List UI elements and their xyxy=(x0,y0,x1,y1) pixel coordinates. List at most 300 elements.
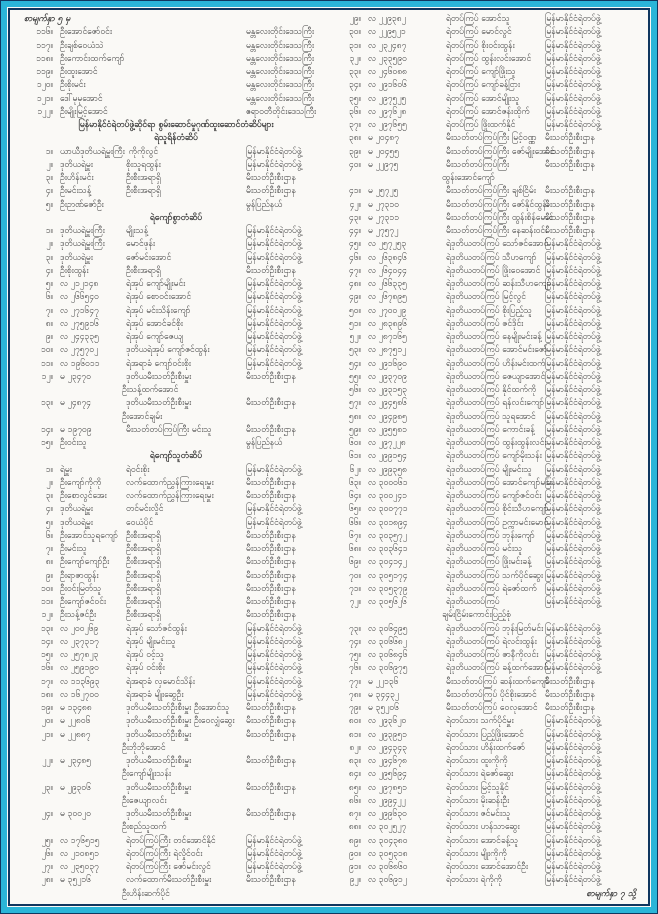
list-row xyxy=(338,742,642,755)
entry-number: ၈၀။ xyxy=(348,716,361,727)
entry-name-continued: ဦးဘိုဘိုအောင် xyxy=(122,742,166,753)
list-row xyxy=(24,477,328,490)
entry-serial-or-rank: လ ၂၈၇၅၁၂ xyxy=(368,345,407,356)
entry-number: ၁၂။ xyxy=(41,610,53,621)
list-row xyxy=(338,517,642,530)
entry-organization: မြန်မာနိုင်ငံရဲတပ်ဖွဲ့ xyxy=(545,742,601,753)
entry-serial-or-rank: မ ၂၂၈၀၆ xyxy=(60,716,91,727)
entry-organization: မြန်မာနိုင်ငံရဲတပ်ဖွဲ့ xyxy=(545,292,601,303)
entry-name: ကိုကိုလွင် xyxy=(128,146,159,157)
list-row xyxy=(338,530,642,543)
entry-number: ၁၄။ xyxy=(40,424,53,435)
entry-name: ရဲတပ်ကြပ်ကြီး ဇော်မင်းလွင် xyxy=(126,862,211,872)
entry-organization: မြန်မာနိုင်ငံရဲတပ်ဖွဲ့ xyxy=(246,318,302,329)
list-row xyxy=(24,861,328,874)
entry-name: ရဲအုပ် စောဝင်းအောင် xyxy=(126,292,192,303)
entry-organization: မြန်မာနိုင်ငံရဲတပ်ဖွဲ့ xyxy=(246,517,302,528)
entry-organization: မြန်မာနိုင်ငံရဲတပ်ဖွဲ့ xyxy=(545,332,601,342)
entry-serial-or-rank: လ ၂၉၇၆၅၅ xyxy=(368,120,407,130)
entry-name: ဒုတိယမီးသတ်ဦးစီးမှူး xyxy=(126,782,192,793)
entry-serial-or-rank: လ ၂၆၃၈၄၆ xyxy=(368,252,407,263)
list-row xyxy=(338,715,642,728)
entry-name: ရဲတပ်ကြပ် အောင်ဇန်းထိုက် xyxy=(446,106,530,117)
entry-number: ၅၉။ xyxy=(348,424,361,435)
entry-number: ၄၇။ xyxy=(348,265,361,276)
entry-serial-or-rank: လ ၂၃၂၄၈၇ xyxy=(368,40,407,51)
entry-number: ၇၇။ xyxy=(348,676,361,687)
entry-name: ရဲအုပ် အောင်ခင်စိုး xyxy=(126,318,183,329)
entry-organization: မီးသတ်ဦးစီးဌာန xyxy=(246,398,296,409)
entry-number: ၉။ xyxy=(45,332,53,342)
list-row xyxy=(338,782,642,795)
entry-organization: မီးသတ်ဦးစီးဌာန xyxy=(545,159,595,170)
entry-number: ၁၆။ xyxy=(40,663,53,674)
entry-organization: မန္တလေးတိုင်းဒေသကြီး xyxy=(246,53,314,64)
list-row xyxy=(24,305,328,318)
entry-name: မောင်ဖုန်း xyxy=(126,239,156,250)
entry-serial-or-rank: လ ၃၀၆၄၉၅ xyxy=(368,623,408,634)
entry-name: ရဲတပ်ကြပ်ကြီး ရဲလှိုင်ဝင်း xyxy=(126,848,203,859)
list-row xyxy=(24,437,328,450)
entry-name: ရဲဒုတိယတပ်ကြပ် xyxy=(446,597,500,607)
list-row xyxy=(24,146,328,159)
entry-serial-or-rank: လ ၂၉၄၉၈၅ xyxy=(368,411,407,422)
list-row xyxy=(338,40,642,53)
entry-name: မျိုးသန့် xyxy=(126,226,149,236)
entry-number: ၃။ xyxy=(45,173,53,183)
entry-organization: မီးသတ်ဦးစီးဌာန xyxy=(246,530,296,541)
entry-serial-or-rank: လ ၂၃၇၃၁၇ xyxy=(60,636,99,647)
entry-number: ၈။ xyxy=(45,557,53,568)
entry-serial-or-rank: လ ၃၀၀၀၆၁ xyxy=(368,477,408,488)
entry-number: ၇၉။ xyxy=(348,703,361,713)
entry-name: ဦးစီးအရာရှိ xyxy=(126,173,161,183)
list-row xyxy=(338,106,642,119)
entry-number: ၁၈။ xyxy=(40,689,53,700)
entry-organization: မန္တလေးတိုင်းဒေသကြီး xyxy=(246,80,314,91)
entry-number: ၆။ xyxy=(45,292,53,303)
entry-serial-or-rank: ဦးရာဇာထွန်း xyxy=(60,570,99,581)
entry-organization: မီးသတ်ဦးစီးဌာန xyxy=(545,212,595,223)
entry-number: ၇၁။ xyxy=(348,583,361,594)
entry-serial-or-rank: လ ၂၈၃၈၉၆ xyxy=(368,318,407,329)
entry-serial-or-rank: လ ၂၆၄၀၄၄ xyxy=(368,265,407,276)
entry-organization: မြန်မာနိုင်ငံရဲတပ်ဖွဲ့ xyxy=(246,464,302,475)
entry-organization: မီးသတ်ဦးစီးဌာန xyxy=(545,703,595,713)
entry-number: ၄၂။ xyxy=(349,199,361,210)
entry-number: ၈၈။ xyxy=(348,822,361,833)
entry-organization: မြန်မာနိုင်ငံရဲတပ်ဖွဲ့ xyxy=(246,504,302,515)
entry-name: ရဲဒုတိယတပ်ကြပ် စိုင်းသီဟကျော် xyxy=(446,504,549,515)
entry-name: ရဲဒုတိယတပ်ကြပ် ရဲလင်းထွန်း xyxy=(446,636,537,647)
entry-name: ရဲတပ်သား ရဲကိုကို xyxy=(446,875,503,886)
entry-number: ၂၅။ xyxy=(41,835,53,846)
entry-organization: မြန်မာနိုင်ငံရဲတပ်ဖွဲ့ xyxy=(545,491,601,501)
list-row xyxy=(338,318,642,331)
list-row xyxy=(24,530,328,543)
medal-section-title: ရဲကျော်သူတံဆိပ် xyxy=(149,451,203,462)
entry-name: ရဲတပ်သား သက်ပိုင်မှူး xyxy=(446,716,514,727)
entry-name: ရဲဒုတိယတပ်ကြပ် ဘုန်းကျော် xyxy=(446,530,535,541)
entry-serial-or-rank: လ ၂၂၉၅၂၁ xyxy=(368,27,406,38)
entry-organization: မီးသတ်ဦးစီးဌာန xyxy=(246,424,296,435)
entry-serial-or-rank: လ ၂၁၀၈၅၁ xyxy=(60,848,99,859)
entry-number: ၆၄။ xyxy=(348,491,361,501)
entry-serial-or-rank: ဦးအောင်သူရကျော် xyxy=(60,530,119,541)
entry-number: ၃၁။ xyxy=(348,40,361,51)
entry-number: ၂၂။ xyxy=(42,756,53,766)
entry-number: ၈၉။ xyxy=(348,835,361,846)
entry-organization: မီးသတ်ဦးစီးဌာန xyxy=(545,689,595,700)
entry-number: ၂၃။ xyxy=(41,782,53,793)
list-row xyxy=(338,795,642,808)
entry-organization: မြန်မာနိုင်ငံရဲတပ်ဖွဲ့ xyxy=(545,345,601,356)
entry-name-continued: ချမ်းငြိမ်းကောင်းပြည့်စုံ xyxy=(442,610,511,621)
entry-number: ၄၄။ xyxy=(348,226,361,236)
entry-serial-or-rank: လ ၃၀၅၃၇၉ xyxy=(368,583,408,594)
entry-organization: မီးသတ်ဦးစီးဌာန xyxy=(246,371,296,382)
entry-serial-or-rank: မ ၂၀၄၈၇ xyxy=(368,133,399,144)
entry-organization: မြန်မာနိုင်ငံရဲတပ်ဖွဲ့ xyxy=(545,438,601,448)
entry-number: ၈၄။ xyxy=(348,769,361,780)
entry-name: ဒုတိယမီးသတ်ဦးစီးမှူး xyxy=(126,809,192,819)
list-row xyxy=(338,570,642,583)
entry-name: ရဲတပ်သား ပြည့်ဖြိုးအောင် xyxy=(446,729,524,740)
list-row xyxy=(338,411,642,424)
entry-name: ရဲတပ်ကြပ်ကြီး တင်အောင်နိုင် xyxy=(126,835,216,846)
entry-serial-or-rank: ဦးသန့်ဇင်ဦး xyxy=(60,610,97,621)
entry-organization: မြန်မာနိုင်ငံရဲတပ်ဖွဲ့ xyxy=(545,279,601,289)
entry-number: ၃၈။ xyxy=(348,133,361,144)
entry-number: ၈၆။ xyxy=(348,795,361,806)
entry-serial-or-rank: မ ၂၃၄၈၅ xyxy=(60,756,91,766)
entry-name: ရဲတပ်ကြပ် ဖြိုးထက်နိုင် xyxy=(446,120,516,130)
entry-organization: မြန်မာနိုင်ငံရဲတပ်ဖွဲ့ xyxy=(545,318,601,329)
entry-serial-or-rank: လ ၂၉၇၆၂၈ xyxy=(368,106,407,117)
list-row xyxy=(338,596,642,623)
entry-number: ၁၂၁။ xyxy=(36,93,53,104)
entry-serial-or-rank: လ ၃၀၆၈၄၆ xyxy=(368,650,408,660)
entry-name: ရဲတပ်ကြပ် ကျော်ဖြိုးသူ xyxy=(446,67,516,77)
entry-serial-or-rank: လ ၁၁၃၆၉၃ xyxy=(60,676,100,687)
entry-number: ၃၂။ xyxy=(349,53,361,64)
entry-name: ရဲအုပ် သော်ဇင်ထွန်း xyxy=(126,623,187,634)
entry-organization: မြန်မာနိုင်ငံရဲတပ်ဖွဲ့ xyxy=(545,80,601,91)
entry-serial-or-rank: လ ၂၉၇၅၂၅ xyxy=(368,93,407,104)
list-row xyxy=(24,782,328,809)
list-row xyxy=(338,397,642,410)
entry-serial-or-rank: လ ၂၉၃၁၅၃ xyxy=(368,385,407,395)
entry-number: ၅၀။ xyxy=(348,305,361,316)
entry-number: ၃၇။ xyxy=(348,120,361,130)
entry-organization: မြန်မာနိုင်ငံရဲတပ်ဖွဲ့ xyxy=(246,332,302,342)
entry-name: မီးသတ်တပ်ကြပ်ကြီး ဇော်မျိုးအောင် xyxy=(446,146,555,157)
entry-number: ၁၅။ xyxy=(40,438,53,448)
entry-number: ၁၀။ xyxy=(40,583,53,594)
list-row xyxy=(24,278,328,291)
entry-organization: မြန်မာနိုင်ငံရဲတပ်ဖွဲ့ xyxy=(545,848,601,859)
entry-number: ၅၆။ xyxy=(348,385,361,395)
entry-name: ရဲတပ်ကြပ် စိုးဝင်းထွန်း xyxy=(446,40,515,51)
entry-organization: မီးသတ်ဦးစီးဌာန xyxy=(246,570,296,581)
entry-name: ရဲဒုတိယတပ်ကြပ် သက်ပိုင်ဆွေး xyxy=(446,570,544,581)
list-row xyxy=(338,93,642,106)
entry-organization: မြန်မာနိုင်ငံရဲတပ်ဖွဲ့ xyxy=(545,424,601,435)
entry-name: ဒုတိယမီးသတ်ဦးစီးမှူး xyxy=(126,729,192,740)
entry-organization: မန္တလေးတိုင်းဒေသကြီး xyxy=(246,93,314,104)
entry-name: ရဲဒုတိယတပ်ကြပ် ခန့်ထက်အောင် xyxy=(446,663,549,674)
entry-name: ဦးစီးအရာရှိ xyxy=(126,583,161,594)
entry-organization: မြန်မာနိုင်ငံရဲတပ်ဖွဲ့ xyxy=(545,716,601,727)
list-row xyxy=(24,517,328,530)
entry-name: ရဲဝင်းစိုး xyxy=(126,464,150,475)
entry-serial-or-rank: လ ၃၀၀၂၄၁ xyxy=(368,491,407,501)
entry-serial-or-rank: မ ၂၇၃၁၀ xyxy=(368,199,399,210)
entry-number: ၁၃။ xyxy=(40,623,53,634)
entry-organization: မြန်မာနိုင်ငံရဲတပ်ဖွဲ့ xyxy=(246,226,302,236)
list-row xyxy=(338,689,642,702)
entry-number: ၁။ xyxy=(45,146,53,157)
entry-organization: မြန်မာနိုင်ငံရဲတပ်ဖွဲ့ xyxy=(545,252,601,263)
entry-serial-or-rank: လ ၃၀၅၃၁၈ xyxy=(368,848,408,859)
entry-organization: မြန်မာနိုင်ငံရဲတပ်ဖွဲ့ xyxy=(545,795,601,806)
entry-name: ရဲဒုတိယတပ်ကြပ် နိုင်ထက်ကို xyxy=(446,385,537,395)
entry-organization: မြန်မာနိုင်ငံရဲတပ်ဖွဲ့ xyxy=(545,663,601,674)
list-row xyxy=(338,729,642,742)
entry-name-continued: ဦးအောင်ချမ်း xyxy=(122,411,163,422)
entry-number: ၂။ xyxy=(46,239,53,250)
entry-name: စိုးသူရထွန်း xyxy=(126,159,161,170)
entry-name: ရဲဒုတိယတပ်ကြပ် ဇေယျာအောင် xyxy=(446,371,546,382)
entry-organization: မြန်မာနိုင်ငံရဲတပ်ဖွဲ့ xyxy=(545,358,601,369)
list-row xyxy=(338,79,642,92)
medal-section-title: ရဲကျော်စွာတံဆိပ် xyxy=(149,212,203,223)
entry-name: ရဲအုပ် မျိုးမင်းသူ xyxy=(126,636,176,647)
entry-serial-or-rank: ယာယီဒုတိယရဲမှူးကြီး xyxy=(60,146,125,157)
list-row xyxy=(338,238,642,251)
entry-number: ၂၀။ xyxy=(41,716,53,727)
entry-organization: မြန်မာနိုင်ငံရဲတပ်ဖွဲ့ xyxy=(246,676,302,687)
entry-serial-or-rank: မ ၂၄၈၇၄ xyxy=(60,398,91,409)
entry-organization: မြန်မာနိုင်ငံရဲတပ်ဖွဲ့ xyxy=(545,822,601,833)
entry-name: မီးသတ်တပ်ကြပ်ကြီး ချစ်ငြိမ်း xyxy=(446,186,536,197)
entry-organization: မီးသတ်ဦးစီးဌာန xyxy=(246,729,296,740)
entry-number: ၂၇။ xyxy=(41,862,53,872)
entry-name: ရဲတပ်သား ဟိန်းထက်ဇော် xyxy=(446,742,526,753)
list-row xyxy=(338,450,642,463)
entry-serial-or-rank: မ ၂၅၇၂၅ xyxy=(368,186,399,197)
entry-number: ၄။ xyxy=(45,186,53,197)
entry-number: ၁၂။ xyxy=(41,371,53,382)
entry-organization: မီးသတ်ဦးစီးဌာန xyxy=(246,477,296,488)
list-row xyxy=(338,477,642,490)
entry-serial-or-rank: လ ၂၂၉၃၈၂ xyxy=(368,14,406,24)
entry-organization: မြန်မာနိုင်ငံရဲတပ်ဖွဲ့ xyxy=(545,782,601,793)
list-row xyxy=(338,623,642,636)
list-row xyxy=(24,225,328,238)
list-row xyxy=(24,424,328,437)
entry-organization: မီးသတ်ဦးစီးဌာန xyxy=(246,703,296,713)
entry-serial-or-rank: ဦးအောင်ဇော်ဝင်း xyxy=(60,27,112,38)
entry-serial-or-rank: လ ၂၅၇၈၂၃ xyxy=(60,650,99,660)
entry-organization: မြန်မာနိုင်ငံရဲတပ်ဖွဲ့ xyxy=(246,650,302,660)
entry-name: ရဲဒုတိယတပ်ကြပ် ဆန်းသီဟကျော် xyxy=(446,279,552,289)
list-row xyxy=(338,13,642,26)
entry-organization: မြန်မာနိုင်ငံရဲတပ်ဖွဲ့ xyxy=(246,636,302,647)
entry-number: ၈၂။ xyxy=(349,742,361,753)
entry-number: ၉၀။ xyxy=(348,848,361,859)
entry-name: ရဲဒုတိယတပ်ကြပ် ဘုန်းမြတ်မင်း xyxy=(446,623,544,634)
list-row xyxy=(24,662,328,675)
list-row xyxy=(338,649,642,662)
list-row xyxy=(24,265,328,278)
entry-name: ရဲဒုတိယတပ်ကြပ် ဖြိုးဝေအောင် xyxy=(446,265,541,276)
entry-number: ၆၃။ xyxy=(348,477,361,488)
entry-organization: မြန်မာနိုင်ငံရဲတပ်ဖွဲ့ xyxy=(246,663,302,674)
entry-number: ၄၅။ xyxy=(348,239,361,250)
entry-organization: မြန်မာနိုင်ငံရဲတပ်ဖွဲ့ xyxy=(246,358,302,369)
entry-serial-or-rank: လ ၂၆၇၈၉၅ xyxy=(368,292,407,303)
entry-number: ၇၆။ xyxy=(348,663,361,674)
entry-name: လက်ထောက်ညွှန်ကြားရေးမှူး xyxy=(126,491,214,501)
entry-name: ရဲတပ်သား မျိုးကိုကို xyxy=(446,848,507,859)
entry-organization: မြန်မာနိုင်ငံရဲတပ်ဖွဲ့ xyxy=(246,159,302,170)
entry-number: ၅၃။ xyxy=(348,345,361,356)
entry-serial-or-rank: လ ၃၀၀၇၇၁ xyxy=(368,504,408,515)
entry-organization: မြန်မာနိုင်ငံရဲတပ်ဖွဲ့ xyxy=(545,106,601,117)
entry-number: ၄၁။ xyxy=(348,186,361,197)
entry-serial-or-rank: မ ၃၄၄၃၂ xyxy=(368,689,399,700)
entry-serial-or-rank: ဦးထူးအောင် xyxy=(60,67,98,77)
list-row xyxy=(338,874,642,887)
entry-serial-or-rank: လ ၂၉၃၆၂၀ xyxy=(368,716,407,727)
entry-serial-or-rank: လ ၂၉၄၆၇၈ xyxy=(368,756,407,766)
entry-serial-or-rank: လ ၃၀၃၆၄၁ xyxy=(368,544,408,554)
entry-name: ရဲဒုတိယတပ်ကြပ် ထွန်းထွန်းလင်း xyxy=(446,438,547,448)
entry-serial-or-rank: လ ၂၉၉၁၅၄ xyxy=(368,451,407,462)
entry-serial-or-rank: လ ၁၆၂၇၀၀ xyxy=(60,689,99,700)
list-row xyxy=(24,40,328,53)
entry-serial-or-rank: လ ၃၀၁၈၉၄ xyxy=(368,517,408,528)
entry-name: ဦးစီးအရာရှိ xyxy=(126,186,161,197)
entry-organization: မြန်မာနိုင်ငံရဲတပ်ဖွဲ့ xyxy=(545,504,601,515)
entry-organization: မီးသတ်ဦးစီးဌာန xyxy=(545,199,595,210)
entry-organization: မြန်မာနိုင်ငံရဲတပ်ဖွဲ့ xyxy=(545,583,601,594)
list-row xyxy=(338,464,642,477)
entry-name: ရဲဒုတိယတပ်ကြပ် မြင့်လွင် xyxy=(446,292,526,303)
entry-number: ၂၆။ xyxy=(41,848,53,859)
entry-name: ဦးစီးအရာရှိ xyxy=(126,530,161,541)
entry-serial-or-rank: လ ၂၉၅၅၈၁ xyxy=(368,424,407,435)
entry-name: မီးသတ်တပ်ကြပ် ဝေလုအောင် xyxy=(446,703,538,713)
entry-serial-or-rank: မ ၂၉၃၀၆ xyxy=(60,782,91,793)
entry-number: ၆၅။ xyxy=(348,504,361,515)
entry-number: ၃၉။ xyxy=(348,146,361,157)
entry-organization: မွန်ပြည်နယ် xyxy=(246,438,283,448)
entry-serial-or-rank: လ ၂၉၄၅၈၆ xyxy=(368,398,407,409)
entry-organization: မြန်မာနိုင်ငံရဲတပ်ဖွဲ့ xyxy=(246,835,302,846)
entry-name: ဒုတိယမီးသတ်ဦးစီးမှူး xyxy=(126,371,192,382)
entry-name: မီးသတ်တပ်ကြပ်ကြီး နေဆန်းဝင်း xyxy=(446,226,548,236)
entry-organization: မြန်မာနိုင်ငံရဲတပ်ဖွဲ့ xyxy=(545,729,601,740)
list-row xyxy=(24,702,328,715)
entry-number: ၂၄။ xyxy=(41,809,53,819)
entry-organization: မြန်မာနိုင်ငံရဲတပ်ဖွဲ့ xyxy=(545,239,601,250)
entry-serial-or-rank: လ ၂၃၃၅၉၀ xyxy=(368,53,407,64)
entry-organization: မြန်မာနိုင်ငံရဲတပ်ဖွဲ့ xyxy=(545,464,601,475)
entry-organization: မီးသတ်ဦးစီးဌာန xyxy=(246,491,296,501)
entry-name: ဒုတိယမီးသတ်ဦးစီးမှူး ဦးအောင်သူ xyxy=(126,703,230,713)
entry-number: ၆။ xyxy=(45,530,53,541)
entry-organization: မီးသတ်ဦးစီးဌာန xyxy=(246,875,296,886)
entry-organization: မီးသတ်ဦးစီးဌာန xyxy=(246,544,296,554)
entry-organization: မြန်မာနိုင်ငံရဲတပ်ဖွဲ့ xyxy=(545,120,601,130)
entry-name: ဦးစီးအရာရှိ xyxy=(126,544,161,554)
entry-organization: မီးသတ်ဦးစီးဌာန xyxy=(545,186,595,197)
entry-organization: မီးသတ်ဦးစီးဌာန xyxy=(545,226,595,236)
entry-name: ဇော်မင်းအောင် xyxy=(126,252,172,263)
entry-organization: မြန်မာနိုင်ငံရဲတပ်ဖွဲ့ xyxy=(545,530,601,541)
entry-serial-or-rank: ဦးစောလွင်အေး xyxy=(60,491,107,501)
entry-number: ၇၈။ xyxy=(348,689,361,700)
list-row xyxy=(24,490,328,503)
entry-serial-or-rank: ဦးဉာဏ်ဇော်ဦး xyxy=(60,199,104,210)
list-row xyxy=(338,424,642,437)
entry-serial-or-rank: လ ၂၇၁၆၄၇ xyxy=(60,305,99,316)
entry-organization: မြန်မာနိုင်ငံရဲတပ်ဖွဲ့ xyxy=(246,305,302,316)
entry-number: ၁၉။ xyxy=(40,703,53,713)
entry-name: ရဲအုပ် ကျော်ဇေယျ xyxy=(126,332,184,342)
entry-number: ၈။ xyxy=(45,318,53,329)
entry-serial-or-rank: မ ၁၉၇၀၉ xyxy=(60,424,92,435)
page-content xyxy=(24,13,642,901)
list-row xyxy=(338,437,642,450)
list-row xyxy=(24,66,328,79)
entry-number: ၅၈။ xyxy=(348,411,361,422)
left-column xyxy=(24,13,328,901)
entry-number: ၅၂။ xyxy=(349,332,361,342)
entry-name: ရဲဒုတိယတပ်ကြပ် အောင်မင်းဇော် xyxy=(446,345,548,356)
entry-organization: မြန်မာနိုင်ငံရဲတပ်ဖွဲ့ xyxy=(246,689,302,700)
entry-number: ၁၁၇။ xyxy=(36,40,53,51)
entry-number: ၂။ xyxy=(46,477,53,488)
entry-serial-or-rank: လ ၃၀၅၁၇၄ xyxy=(368,570,408,581)
entry-name: ဒုတိယရဲအုပ် ကျော်ဇင်ထွန်း xyxy=(126,345,210,356)
list-row xyxy=(338,291,642,304)
entry-serial-or-rank: လ ၂၀၀၂၆၉ xyxy=(60,623,99,634)
entry-number: ၉၁။ xyxy=(348,862,361,872)
entry-organization: မြန်မာနိုင်ငံရဲတပ်ဖွဲ့ xyxy=(246,292,302,303)
entry-name: ရဲတပ်ကြပ် အောင်မျိုးသူ xyxy=(446,93,520,104)
entry-name: ရဲဒုတိယတပ်ကြပ် ဥက္ကာမင်းမောင် xyxy=(446,517,549,528)
entry-serial-or-rank: လ ၂၉၉၃၅၈ xyxy=(368,464,407,475)
entry-name: မီးသတ်တပ်ကြပ် ပိုင်စိုးအောင် xyxy=(446,689,537,700)
entry-serial-or-rank: လ ၂၅၇၂၅၃ xyxy=(368,239,407,250)
entry-number: ၄၉။ xyxy=(348,292,361,303)
entry-number: ၇၂။ xyxy=(349,597,361,607)
list-row xyxy=(24,556,328,569)
list-row xyxy=(24,53,328,66)
entry-number: ၉၂။ xyxy=(349,875,361,886)
entry-serial-or-rank: လ ၂၇၅၇၀၂ xyxy=(60,345,99,356)
entry-organization: မြန်မာနိုင်ငံရဲတပ်ဖွဲ့ xyxy=(545,570,601,581)
entry-name: ရဲဒုတိယတပ်ကြပ် သီဟကျော် xyxy=(446,252,537,263)
entry-name: ဝေယံပိုင် xyxy=(126,517,154,528)
list-row xyxy=(24,874,328,901)
list-row xyxy=(338,821,642,834)
entry-organization: မြန်မာနိုင်ငံရဲတပ်ဖွဲ့ xyxy=(545,40,601,51)
entry-name: မီးသတ်တပ်ကြပ်ကြီး ထွန်းစိန်မောင် xyxy=(446,212,554,223)
